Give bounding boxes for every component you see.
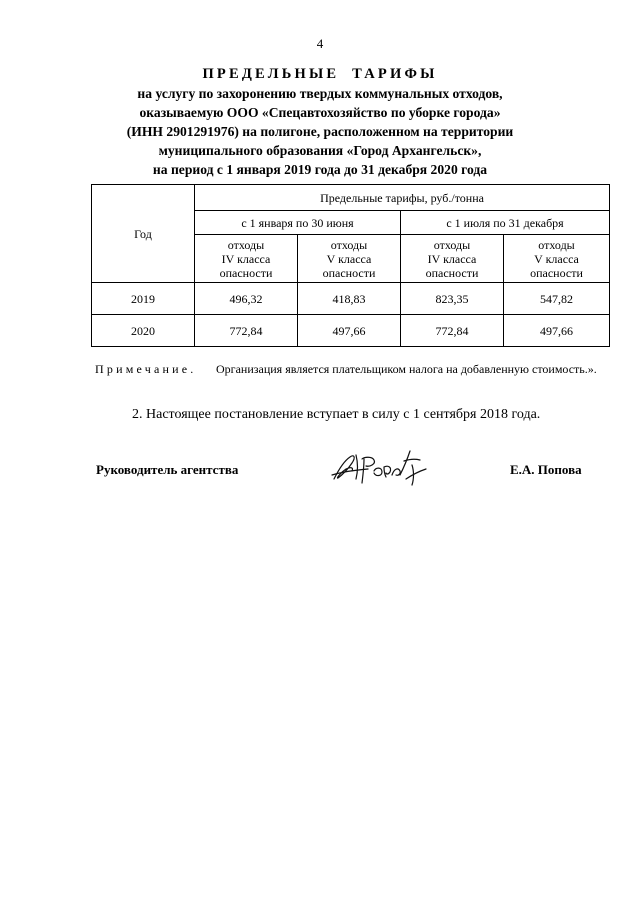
class-header-line: отходы xyxy=(227,237,265,252)
tariff-cell: 418,83 xyxy=(298,283,401,315)
tariffs-main-header: Предельные тарифы, руб./тонна xyxy=(195,185,610,211)
class-header-line: отходы xyxy=(538,237,575,252)
tariff-cell: 497,66 xyxy=(298,315,401,347)
note-text: Организация является плательщиком налога на добавленную стоимость.». xyxy=(216,362,597,376)
tariff-cell: 496,32 xyxy=(195,283,298,315)
class-header-line: опасности xyxy=(322,265,376,280)
year-column-header: Год xyxy=(92,185,195,283)
tariff-cell: 547,82 xyxy=(504,283,610,315)
class-header-line: IV класса xyxy=(221,251,271,266)
class-header-line: IV класса xyxy=(427,251,477,266)
subtitle-line: муниципального образования «Город Архангельск», xyxy=(158,143,482,158)
page-number: 4 xyxy=(316,36,324,51)
class-header-cell xyxy=(401,235,504,283)
class-header-line: V класса xyxy=(534,251,579,266)
handwritten-signature xyxy=(328,445,433,490)
subtitle-line: на период с 1 января 2019 года до 31 декабря 2020 года xyxy=(152,162,488,177)
period-header-first-half: с 1 января по 30 июня xyxy=(195,211,401,235)
class-header-cell xyxy=(298,235,401,283)
decree-effective-clause: 2. Настоящее постановление вступает в силу с 1 сентября 2018 года. xyxy=(132,407,541,422)
class-header-line: отходы xyxy=(433,237,471,252)
tariff-cell: 823,35 xyxy=(401,283,504,315)
tariff-cell: 772,84 xyxy=(401,315,504,347)
tariff-cell: 772,84 xyxy=(195,315,298,347)
class-header-line: V класса xyxy=(326,251,372,266)
document-title: ПРЕДЕЛЬНЫЕ ТАРИФЫ xyxy=(202,66,438,82)
table-row xyxy=(92,315,610,347)
note-label: Примечание. xyxy=(95,362,197,376)
period-header-second-half: с 1 июля по 31 декабря xyxy=(401,211,610,235)
class-header-cell xyxy=(195,235,298,283)
tariff-table xyxy=(91,184,610,347)
year-cell: 2020 xyxy=(92,315,195,347)
class-header-line: опасности xyxy=(219,265,273,280)
subtitle-line: оказываемую ООО «Спецавтохозяйство по уборке города» xyxy=(139,105,501,120)
signer-title: Руководитель агентства xyxy=(96,462,239,477)
class-header-cell xyxy=(504,235,610,283)
table-row xyxy=(92,283,610,315)
subtitle-line: на услугу по захоронению твердых коммунальных отходов, xyxy=(137,86,503,101)
tariff-cell: 497,66 xyxy=(504,315,610,347)
subtitle-line: (ИНН 2901291976) на полигоне, расположенном на территории xyxy=(126,124,514,139)
year-cell: 2019 xyxy=(92,283,195,315)
class-header-line: отходы xyxy=(330,237,368,252)
document-subtitle xyxy=(60,84,580,179)
signer-name: Е.А. Попова xyxy=(510,462,582,477)
class-header-line: опасности xyxy=(425,265,479,280)
class-header-line: опасности xyxy=(530,265,583,280)
